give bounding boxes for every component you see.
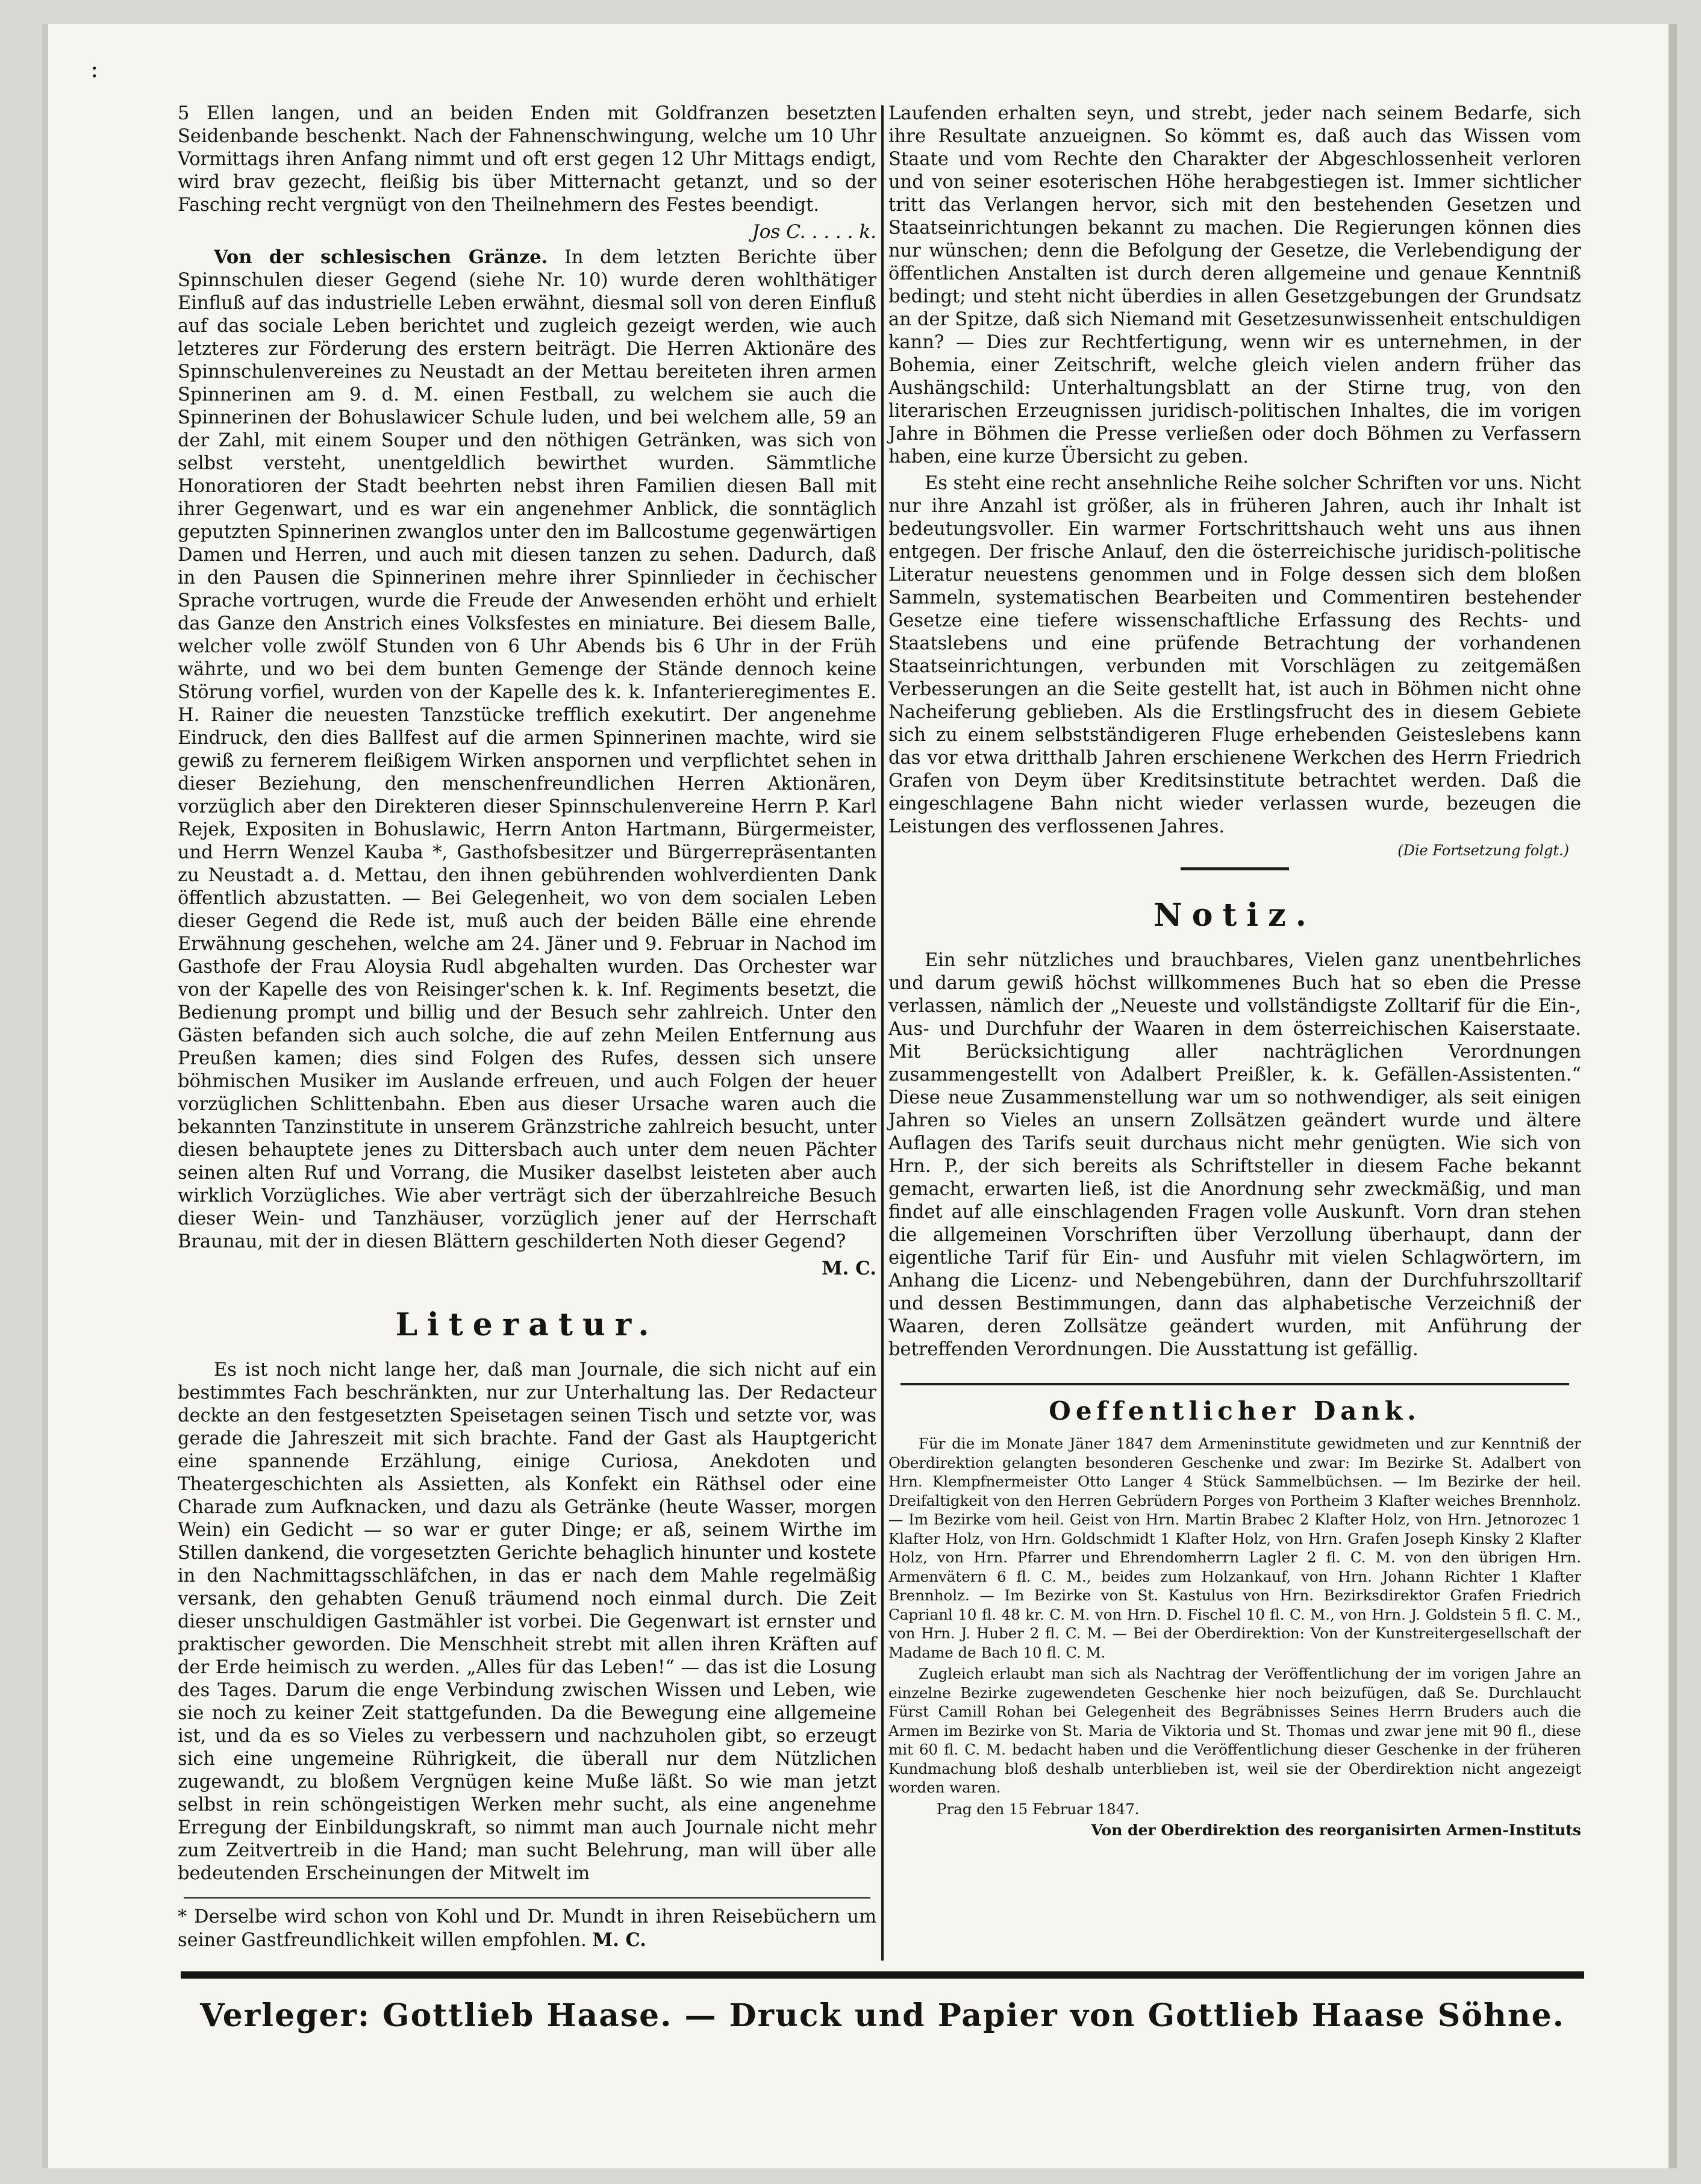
article-notiz: Ein sehr nützliches und brauchbares, Vielen ganz unentbehrliches und darum gewiß höchst willkommenes Buch hat so eben die Presse verlassen, nämlich der „Neueste und vollständigste Zolltarif für die Ein-, Aus- und Durchfuhr der Waaren in dem österreichischen Kaiserstaate. Mit Berücksichtigung aller nachträglichen Verordnungen zusammengestellt von Adalbert Preißler, k. k. Gefällen-Assistenten.“ Diese neue Zusammenstellung war um so nothwendiger, als seit einigen Jahren so Vieles an unsern Zollsätzen geändert wurde und ältere Auflagen des Tarifs seuit durchaus nicht mehr genügten. Wie sich von Hrn. P., der sich bereits als Schriftsteller in diesem Fache bekannt gemacht, erwarten ließ, ist die Anordnung sehr zweckmäßig, und man findet auf alle einschlagenden Fragen volle Auskunft. Vorn dran stehen die allgemeinen Vorschriften über Verzollung überhaupt, dann der eigentliche Tarif für Ein- und Ausfuhr mit vielen Schlagwörtern, im Anhang die Licenz- und Nebengebühren, dann der Durchfuhrszolltarif und dessen Bestimmungen, dann das alphabetische Verzeichniß der Waaren, deren Zollsätze geändert wurden, mit Anführung der betreffenden Verordnungen. Die Ausstattung ist gefällig. [888,950,1581,1360]
dank-paragraph-2: Zugleich erlaubt man sich als Nachtrag der Veröffentlichung der im vorigen Jahre an einzelne Bezirke zugewendeten Geschenke hier noch beizufügen, daß Se. Durchlaucht Fürst Camill Rohan bei Gelegenheit des Begräbnisses Seines Herrn Bruders auch die Armen im Bezirke von St. Maria de Viktoria und St. Thomas und zwar jene mit 90 fl., diese mit 60 fl. C. M. bedacht haben und die Veröffentlichung dieser Geschenke in der früheren Kundmachung bloß deshalb unterblieben ist, weil sie der Oberdirektion nicht angezeigt worden waren. [888,1665,1581,1796]
article-silesian-body: In dem letzten Berichte über Spinnschulen dieser Gegend (siehe Nr. 10) wurde deren wohlthätiger Einfluß auf das industrielle Leben erwähnt, diesmal soll von deren Einfluß auf das sociale Leben berichtet und zugleich gezeigt werden, wie auch letzteres zur Förderung des erstern beiträgt. Die Herren Aktionäre des Spinnschulenvereines zu Neustadt an der Mettau bereiteten ihren armen Spinnerinen am 9. d. M. einen Festball, zu welchem sie auch die Spinnerinen der Bohuslawicer Schule luden, und bei welchem alle, 59 an der Zahl, mit einem Souper und den nöthigen Getränken, was sich von selbst versteht, unentgeldlich bewirthet wurden. Sämmtliche Honoratioren der Stadt beehrten nebst ihren Familien diesen Ball mit ihrer Gegenwart, und es war ein angenehmer Anblick, die sonntäglich geputzten Spinnerinen zwanglos unter den im Ballcostume gegenwärtigen Damen und Herren, und auch mit diesen tanzen zu sehen. Dadurch, daß in den Pausen die Spinnerinen mehre ihrer Spinnlieder in čechischer Sprache vortrugen, wurde die Freude der Anwesenden erhöht und erhielt das Ganze den Anstrich eines Volksfestes en miniature. Bei diesem Balle, welcher volle zwölf Stunden von 6 Uhr Abends bis 6 Uhr in der Früh währte, und wo bei dem bunten Gemenge der Stände dennoch keine Störung vorfiel, wurden von der Kapelle des k. k. Infanterieregimentes E. H. Rainer die neuesten Tanzstücke trefflich exekutirt. Der angenehme Eindruck, den dies Ballfest auf die armen Spinnerinen machte, wird sie gewiß zu fernerem fleißigem Wirken anspornen und verpflichtet sehen in dieser Beziehung, den menschenfreundlichen Herren Aktionären, vorzüglich aber den Direkteren dieser Spinnschulenvereine Herrn P. Karl Rejek, Expositen in Bohuslawic, Herrn Anton Hartmann, Bürgermeister, und Herrn Wenzel Kauba *, Gasthofsbesitzer und Bürgerrepräsentanten zu Neustadt a. d. Mettau, den ihnen gebührenden wohlverdienten Dank öffentlich abzustatten. — Bei Gelegenheit, wo von dem socialen Leben dieser Gegend die Rede ist, muß auch der beiden Bälle eine ehrende Erwähnung geschehen, welche am 24. Jäner und 9. Februar in Nachod im Gasthofe der Frau Aloysia Rudl abgehalten wurden. Das Orchester war von der Kapelle des von Reisinger'schen k. k. Inf. Regiments besetzt, die Bedienung prompt und billig und der Besuch sehr zahlreich. Unter den Gästen befanden sich auch solche, die auf zehn Meilen Entfernung aus Preußen kamen; dies sind Folgen des Rufes, dessen sich unsere böhmischen Musiker im Auslande erfreuen, und auch Folgen der heuer vorzüglichen Schlittenbahn. Eben aus dieser Ursache waren auch die bekannten Tanzinstitute in unserem Gränzstriche zahlreich besucht, unter diesen behauptete jenes zu Dittersbach auch unter dem neuen Pächter seinen alten Ruf und Vorrang, die Musiker daselbst leisteten aber auch wirklich Vorzügliches. Wie aber verträgt sich der überzahlreiche Besuch dieser Wein- und Tanzhäuser, vorzüglich jener auf der Herrschaft Braunau, mit der in diesen Blättern geschilderten Noth dieser Gegend? [178,247,876,1252]
footnote [178,1906,876,1952]
dank-section [888,1434,1581,1840]
article-silesian-title: Von der schlesischen Gränze. [214,246,548,268]
footnote-signature: M. C. [592,1929,646,1951]
article-literatur: Es ist noch nicht lange her, daß man Journale, die sich nicht auf ein bestimmtes Fach beschränkten, nur zur Unterhaltung las. Der Redacteur deckte an den festgesetzten Speisetagen seinen Tisch und setzte vor, was gerade die Jahreszeit mit sich brachte. Fand der Gast als Hauptgericht eine spannende Erzählung, einige Curiosa, Anekdoten und Theatergeschichten als Assietten, als Konfekt ein Räthsel oder eine Charade zum Aufknacken, und dazu als Getränke (heute Wasser, morgen Wein) ein Gedicht — so war er guter Dinge; er aß, seinem Wirthe im Stillen dankend, die vorgesetzten Gerichte behaglich hinunter und kostete in den Nachmittagsschläfchen, in das er nach dem Mahle regelmäßig versank, den gehabten Genuß träumend noch einmal durch. Die Zeit dieser unschuldigen Gastmähler ist vorbei. Die Gegenwart ist ernster und praktischer geworden. Die Menschheit strebt mit allen ihren Kräften auf der Erde heimisch zu werden. „Alles für das Leben!“ — das ist die Losung des Tages. Darum die enge Verbindung zwischen Wissen und Leben, wie sie noch zu keiner Zeit stattgefunden. Da die Bewegung eine allgemeine ist, und da es so Vieles zu verbessern und nachzuholen gibt, so erzeugt sich eine ungemeine Rührigkeit, die überall nur dem Nützlichen zugewandt, zu bloßem Vergnügen keine Muße läßt. So wie man jetzt selbst in rein schöngeistigen Werken mehr sucht, als eine angenehme Erregung der Einbildungskraft, so nimmt man auch Journale nicht mehr zum Zeitvertreib in die Hand; man sucht Belehrung, man will über alle bedeutenden Erscheinungen der Mitwelt im [178,1359,876,1884]
article-literatur-part2: Es steht eine recht ansehnliche Reihe solcher Schriften vor uns. Nicht nur ihre Anzahl ist größer, als in früheren Jahren, auch ihr Inhalt ist bedeutungsvoller. Ein warmer Fortschrittshauch weht uns aus ihnen entgegen. Der frische Anlauf, den die österreichische juridisch-politische Literatur neuestens genommen und in Folge dessen sich dem bloßen Sammeln, systematischen Bearbeiten und Commentiren bestehender Gesetze eine tiefere wissenschaftliche Erfassung des Rechts- und Staatslebens und eine prüfende Betrachtung der vorhandenen Staatseinrichtungen, verbunden mit Vorschlägen zu zeitgemäßen Verbesserungen an die Seite gestellt hat, ist auch in Böhmen nicht ohne Nacheiferung geblieben. Als die Erstlingsfrucht des in diesem Gebiete sich zu einem selbstständigeren Fluge erhebenden Geisteslebens kann das vor etwa dritthalb Jahren erschienene Werkchen des Herrn Friedrich Grafen von Deym über Kreditsinstitute betrachtet werden. Daß die eingeschlagene Bahn nicht wieder verlassen wurde, bezeugen die Leistungen des verflossenen Jahres. [888,473,1581,837]
section-divider-short [1181,867,1289,870]
dank-organization: Von der Oberdirektion des reorganisirten Armen-Instituts [1091,1821,1581,1839]
dank-date: Prag den 15 Februar 1847. [937,1800,1140,1818]
heading-literatur: Literatur. [395,1306,659,1343]
section-divider-long [900,1383,1569,1385]
heading-notiz: Notiz. [1153,897,1316,934]
footnote-divider [184,1897,870,1899]
heading-oeffentlicher-dank: Oeffentlicher Dank. [1049,1396,1421,1426]
right-column [888,102,1581,1842]
article-festival-end: 5 Ellen langen, und an beiden Enden mit Goldfranzen besetzten Seidenbande beschenkt. Nach der Fahnenschwingung, welche um 10 Uhr Vormittags ihren Anfang nimmt und oft erst gegen 12 Uhr Mittags endigt, wird brav gezecht, fleißig bis über Mitternacht getanzt, und so der Fasching recht vergnügt von den Theilnehmern des Festes beendigt. [178,103,876,216]
page-mark: : [90,55,99,83]
continuation-note: (Die Fortsetzung folgt.) [1397,842,1569,859]
imprint: Verleger: Gottlieb Haase. — Druck und Papier von Gottlieb Haase Söhne. [200,1997,1565,2034]
signature-jos: Jos C. . . . . k. [752,221,876,243]
article-silesian-border [178,246,876,1253]
column-divider [881,105,884,1961]
signature-mc: M. C. [822,1258,876,1279]
footnote-text: * Derselbe wird schon von Kohl und Dr. Mundt in ihren Reisebüchern um seiner Gastfreundlichkeit willen empfohlen. [178,1906,876,1951]
dank-paragraph-1: Für die im Monate Jäner 1847 dem Armeninstitute gewidmeten und zur Kenntniß der Oberdirektion gelangten besonderen Geschenke und zwar: Im Bezirke St. Adalbert von Hrn. Klempfnermeister Otto Langer 4 Stück Sammelbüchsen. — Im Bezirke der heil. Dreifaltigkeit von den Herren Gebrüdern Porges von Portheim 3 Klafter weiches Brennholz. — Im Bezirke vom heil. Geist von Hrn. Martin Brabec 2 Klafter Holz, von Hrn. Jetnorozec 1 Klafter Holz, von Hrn. Goldschmidt 1 Klafter Holz, von Hrn. Grafen Joseph Kinsky 2 Klafter Holz, von Hrn. Pfarrer und Ehrendomherrn Lagler 2 fl. C. M. von den übrigen Hrn. Armenvätern 6 fl. C. M., beides zum Holzankauf, von Hrn. Johann Richter 1 Klafter Brennholz. — Im Bezirke von St. Kastulus von Hrn. Bezirksdirektor Grafen Friedrich Caprianl 10 fl. 48 kr. C. M. von Hrn. D. Fischel 10 fl. C. M., von Hrn. J. Goldstein 5 fl. C. M., von Hrn. J. Huber 2 fl. C. M. — Bei der Oberdirektion: Von der Kunstreitergesellschaft der Madame de Bach 10 fl. C. M. [888,1435,1581,1661]
bottom-rule [181,1971,1584,1979]
left-column [178,102,876,1956]
article-literatur-continued: Laufenden erhalten seyn, und strebt, jeder nach seinem Bedarfe, sich ihre Resultate anzueignen. So kömmt es, daß auch das Wissen vom Staate und vom Rechte den Charakter der Abgeschlossenheit verloren und von seiner esoterischen Höhe herabgestiegen ist. Immer sichtlicher tritt das Verlangen hervor, sich mit den bestehenden Gesetzen und Staatseinrichtungen bekannt zu machen. Die Regierungen können dies nur wünschen; denn die Befolgung der Gesetze, die Verlebendigung der öffentlichen Anstalten ist durch deren allgemeine und genaue Kenntniß bedingt; und steht nicht überdies in allen Gesetzgebungen der Grundsatz an der Spitze, daß sich Niemand mit Gesetzesunwissenheit entschuldigen kann? — Dies zur Rechtfertigung, wenn wir es unternehmen, in der Bohemia, einer Zeitschrift, welche gleich vielen andern früher das Aushängschild: Unterhaltungsblatt an der Stirne trug, von den literarischen Erzeugnissen juridisch-politischen Inhaltes, die im vorigen Jahre in Böhmen die Presse verließen oder doch Böhmen zu Verfassern haben, eine kurze Übersicht zu geben. [888,103,1581,467]
